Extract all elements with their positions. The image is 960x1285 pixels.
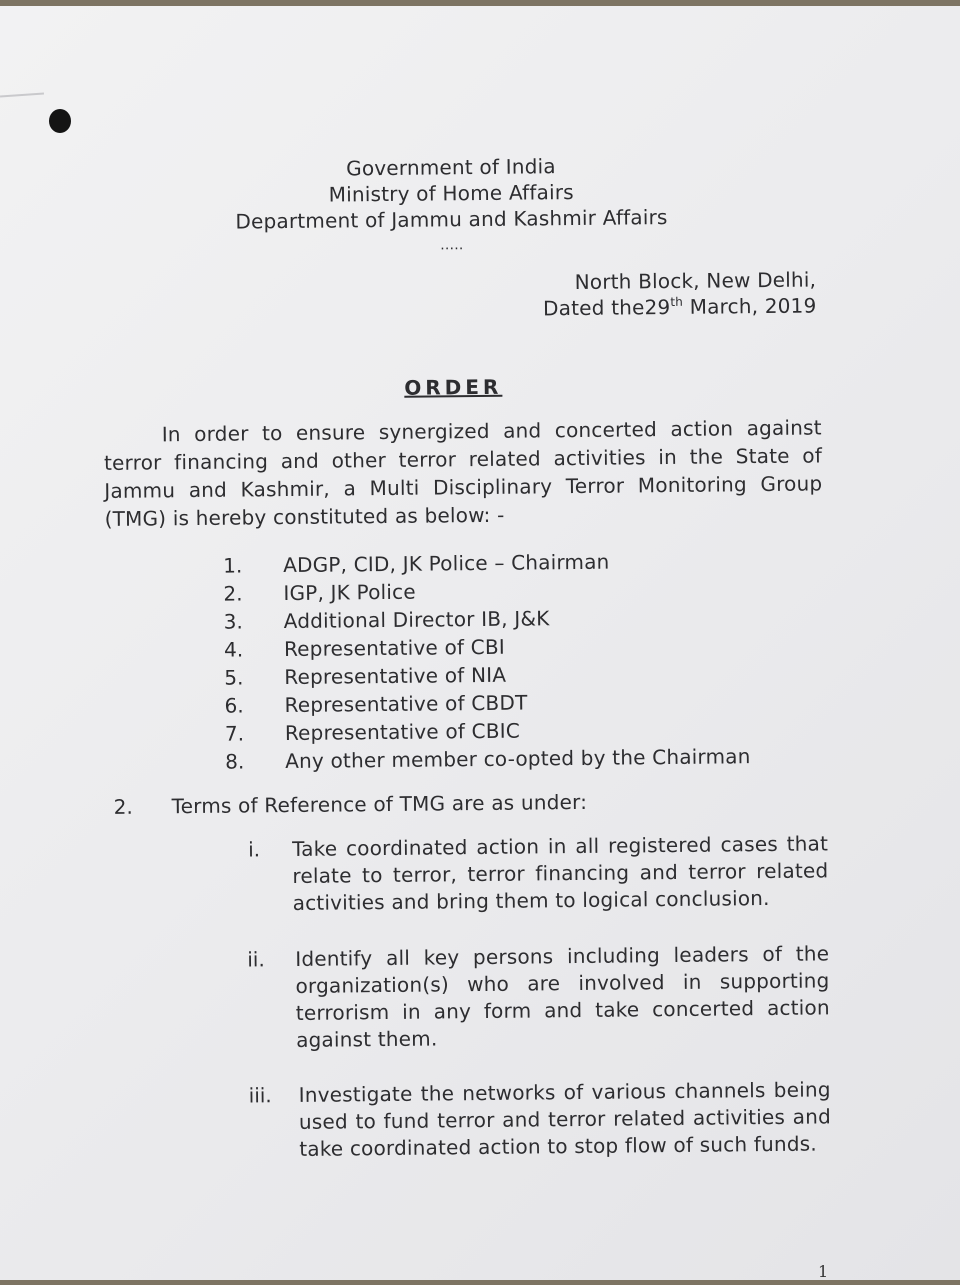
term-number: ii. <box>247 947 265 972</box>
member-number: 1. <box>223 553 243 578</box>
header-department: Department of Jammu and Kashmir Affairs <box>235 205 668 234</box>
header-separator: ….. <box>439 237 464 254</box>
member-number: 4. <box>223 637 244 662</box>
term-line: used to fund terror and terror related activities and <box>298 1104 832 1134</box>
intro-line-1: In order to ensure synergized and concerted action against <box>161 415 822 447</box>
term-number: iii. <box>248 1083 272 1108</box>
term-line: organization(s) who are involved in supporting <box>295 968 830 998</box>
member-number: 7. <box>224 721 245 746</box>
section-number: 2. <box>113 794 133 819</box>
header-ministry: Ministry of Home Affairs <box>328 179 574 207</box>
header-government: Government of India <box>346 154 556 181</box>
member-number: 2. <box>223 581 243 606</box>
intro-line-2: terror financing and other terror related activities in the State of <box>103 443 823 475</box>
member-item: Representative of CBI <box>283 634 506 662</box>
document-page <box>0 6 960 1280</box>
term-line: against them. <box>295 1026 438 1052</box>
term-line: relate to terror, terror financing and terror related <box>292 858 829 888</box>
term-line: terrorism in any form and take concerted action <box>295 995 830 1025</box>
intro-line-3: Jammu and Kashmir, a Multi Disciplinary Terror Monitoring Group <box>104 471 823 503</box>
term-number: i. <box>247 837 261 862</box>
term-line: Investigate the networks of various channels being <box>298 1077 831 1107</box>
member-item: Any other member co-opted by the Chairman <box>285 744 751 774</box>
member-number: 8. <box>225 749 245 774</box>
member-item: Representative of NIA <box>284 662 507 690</box>
member-item: IGP, JK Police <box>283 579 416 606</box>
intro-line-4: (TMG) is hereby constituted as below: - <box>104 502 505 531</box>
page-number: 1 <box>818 1262 829 1281</box>
member-item: Representative of CBIC <box>284 718 521 746</box>
date-superscript: th <box>670 294 684 309</box>
term-line: Take coordinated action in all registered cases that <box>291 831 829 861</box>
term-line: activities and bring them to logical conclusion. <box>292 885 770 915</box>
place-line: North Block, New Delhi, <box>574 267 817 294</box>
term-line: take coordinated action to stop flow of such funds. <box>299 1131 817 1161</box>
member-number: 6. <box>224 693 244 718</box>
term-line: Identify all key persons including leaders of the <box>295 941 830 971</box>
section-heading: Terms of Reference of TMG are as under: <box>171 789 588 819</box>
date-prefix: Dated the29 <box>542 294 671 321</box>
member-item: ADGP, CID, JK Police – Chairman <box>283 549 610 578</box>
date-suffix: March, 2019 <box>682 293 817 319</box>
member-number: 3. <box>223 609 243 634</box>
member-item: Representative of CBDT <box>284 690 528 718</box>
member-number: 5. <box>224 665 244 690</box>
date-line <box>466 292 816 322</box>
member-item: Additional Director IB, J&K <box>283 606 550 634</box>
order-title: ORDER <box>404 374 503 400</box>
document-content <box>0 1 960 1285</box>
